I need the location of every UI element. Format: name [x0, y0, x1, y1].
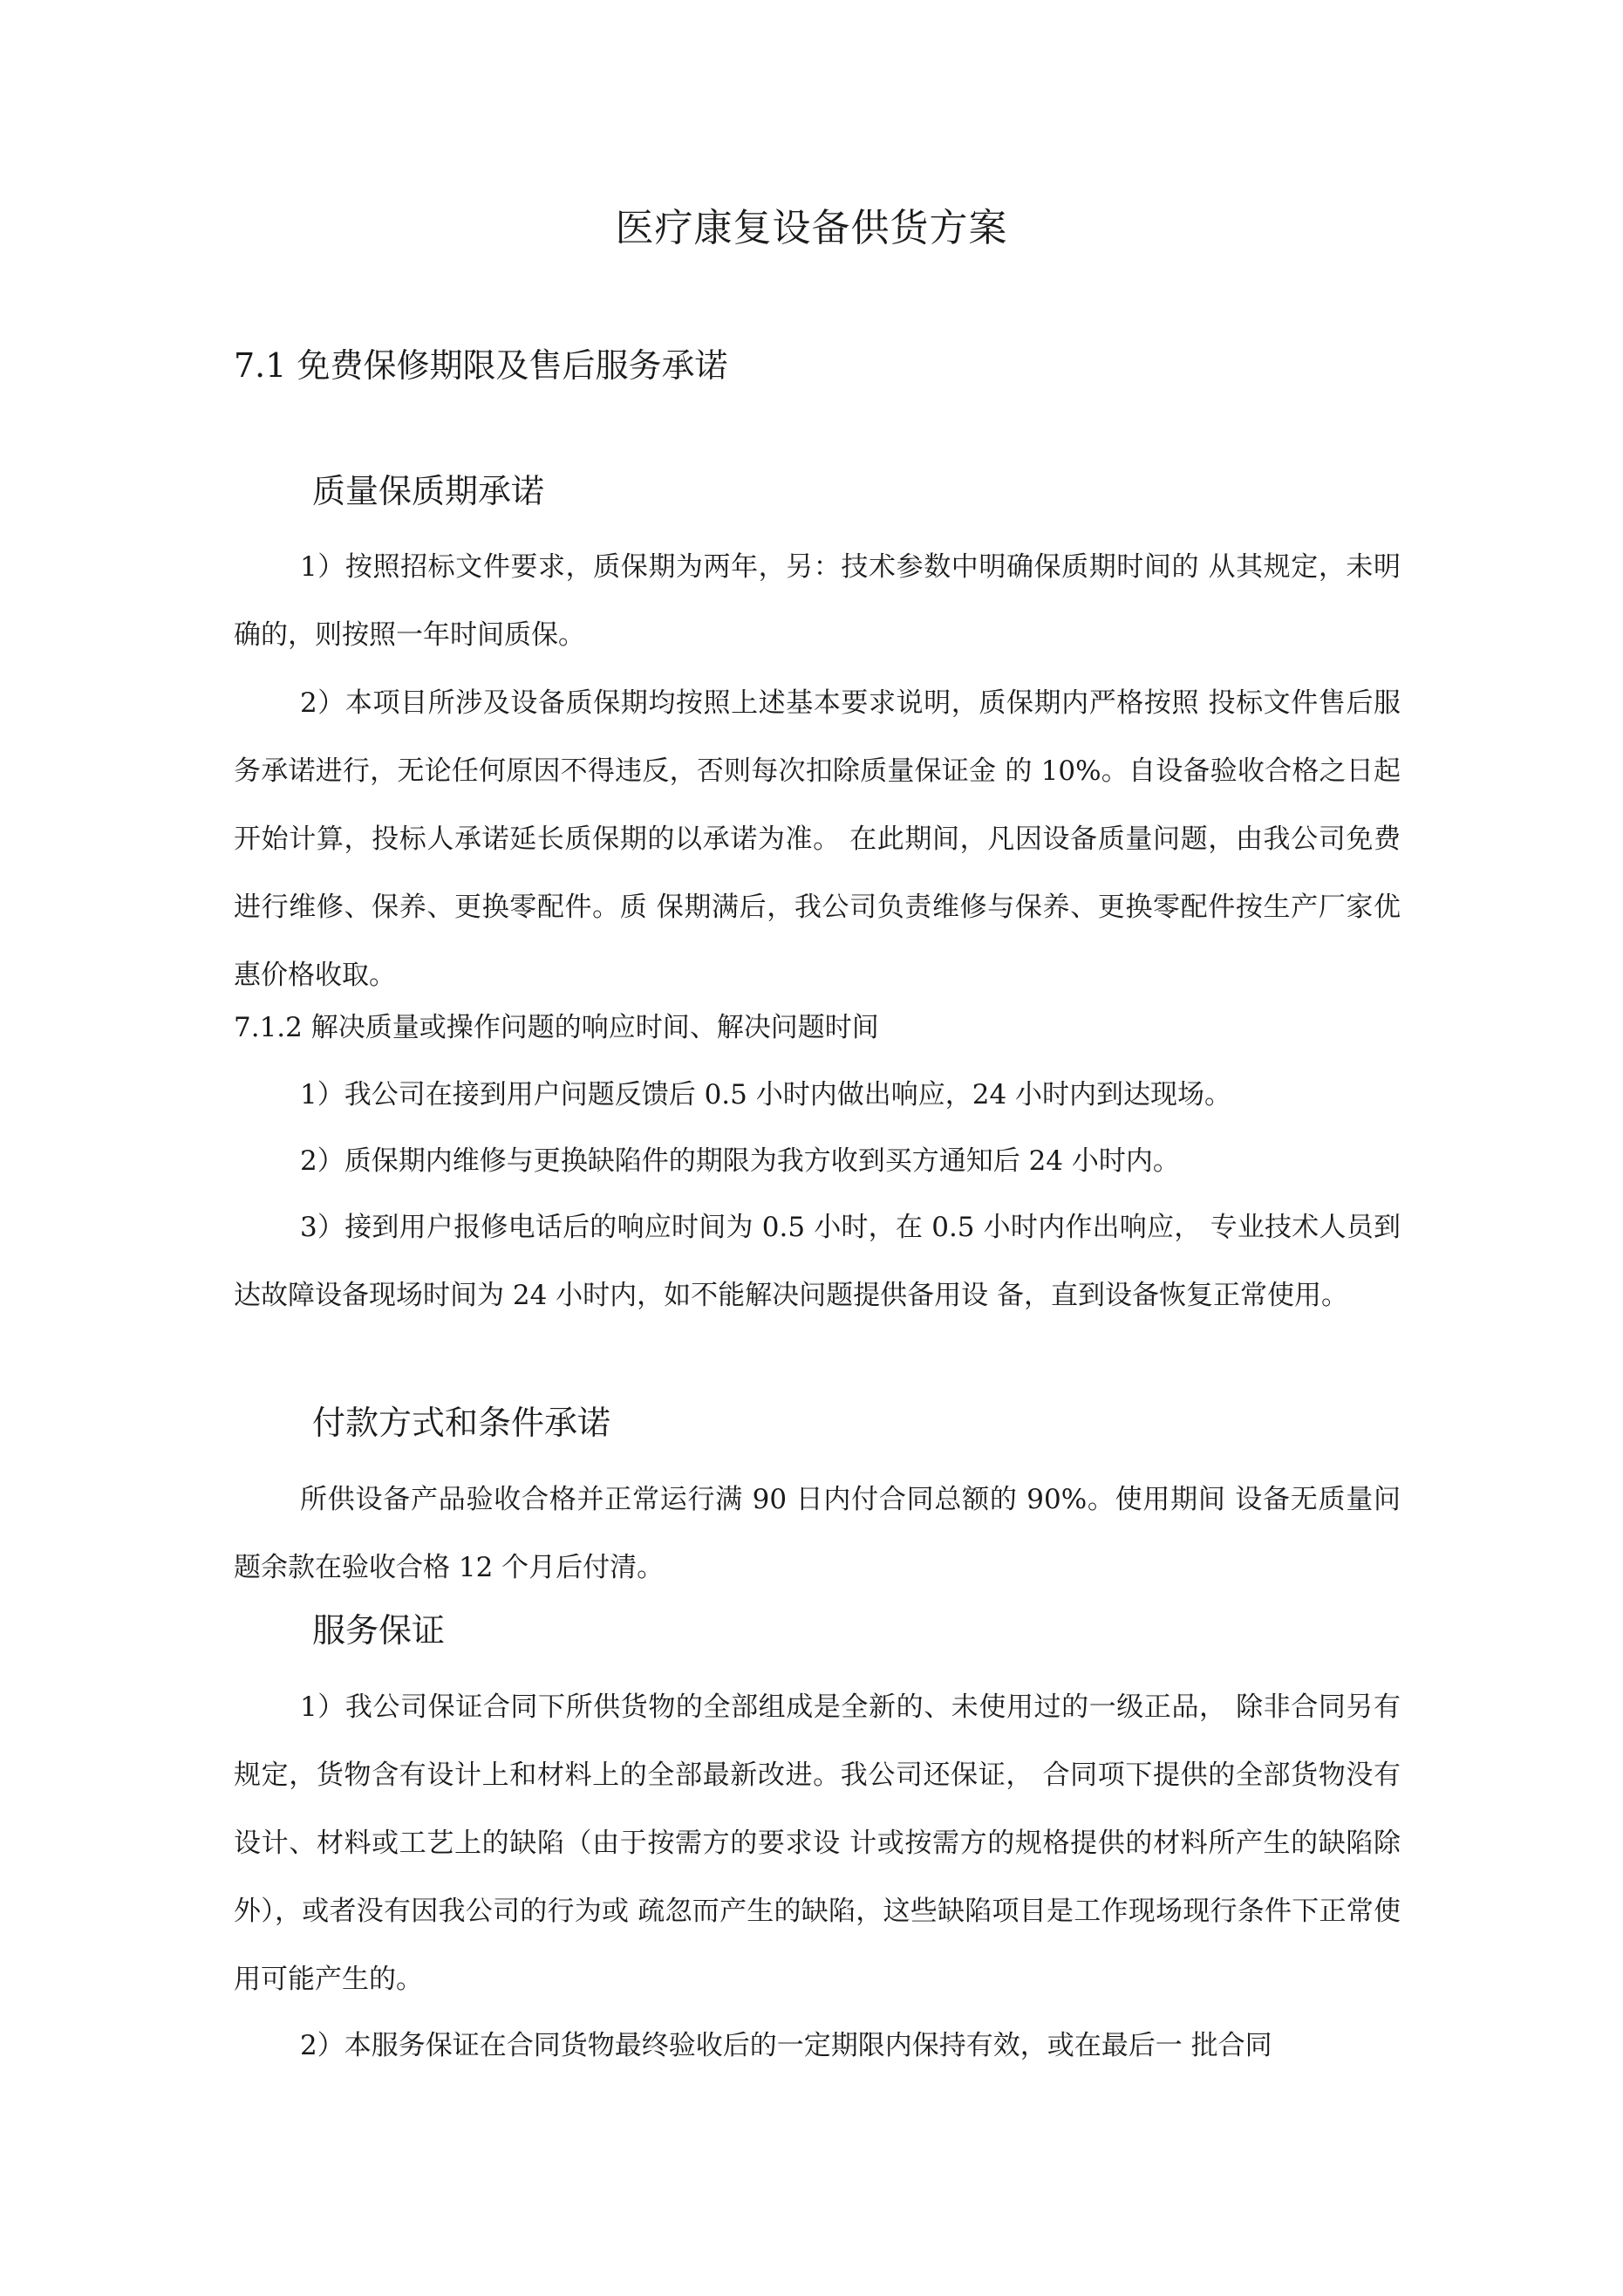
- service-paragraph-1: 1）我公司保证合同下所供货物的全部组成是全新的、未使用过的一级正品， 除非合同另有规定，货物含有设计上和材料上的全部最新改进。我公司还保证， 合同项下提供的全部货物没有设计、材料或工艺上的缺陷（由于按需方的要求设 计或按需方的规格提供的材料所产生的缺陷除外），或者没有因我公司的行为或 疏忽而产生的缺陷，这些缺陷项目是工作现场现行条件下正常使用可能产生的。: [234, 1691, 1401, 1995]
- document-title: 医疗康复设备供货方案: [615, 206, 1008, 250]
- response-paragraph-2: 2）质保期内维修与更换缺陷件的期限为我方收到买方通知后 24 小时内。: [300, 1145, 1180, 1177]
- section-7-1-2-heading: 7.1.2 解决质量或操作问题的响应时间、解决问题时间: [234, 1012, 879, 1043]
- service-heading: 服务保证: [312, 1611, 446, 1650]
- section-7-1-heading: 7.1 免费保修期限及售后服务承诺: [234, 346, 728, 385]
- payment-paragraph-1: 所供设备产品验收合格并正常运行满 90 日内付合同总额的 90%。使用期间 设备无质量问题余款在验收合格 12 个月后付清。: [234, 1484, 1401, 1583]
- quality-paragraph-2: 2）本项目所涉及设备质保期均按照上述基本要求说明，质保期内严格按照 投标文件售后服务承诺进行，无论任何原因不得违反，否则每次扣除质量保证金 的 10%。自设备验收合格之日起开始计算，投标人承诺延长质保期的以承诺为准。 在此期间，凡因设备质量问题，由我公司免费进行维修、保养、更换零配件。质 保期满后，我公司负责维修与保养、更换零配件按生产厂家优惠价格收取。: [234, 687, 1401, 991]
- quality-heading: 质量保质期承诺: [312, 472, 545, 510]
- quality-paragraph-1: 1）按照招标文件要求，质保期为两年，另：技术参数中明确保质期时间的 从其规定，未明确的，则按照一年时间质保。: [234, 551, 1401, 651]
- service-paragraph-2: 2）本服务保证在合同货物最终验收后的一定期限内保持有效，或在最后一 批合同: [300, 2030, 1272, 2061]
- payment-heading: 付款方式和条件承诺: [312, 1404, 611, 1442]
- response-paragraph-1: 1）我公司在接到用户问题反馈后 0.5 小时内做出响应，24 小时内到达现场。: [300, 1079, 1232, 1110]
- response-paragraph-3: 3）接到用户报修电话后的响应时间为 0.5 小时，在 0.5 小时内作出响应， 专业技术人员到达故障设备现场时间为 24 小时内，如不能解决问题提供备用设 备，直到设备恢复正常使用。: [234, 1212, 1401, 1311]
